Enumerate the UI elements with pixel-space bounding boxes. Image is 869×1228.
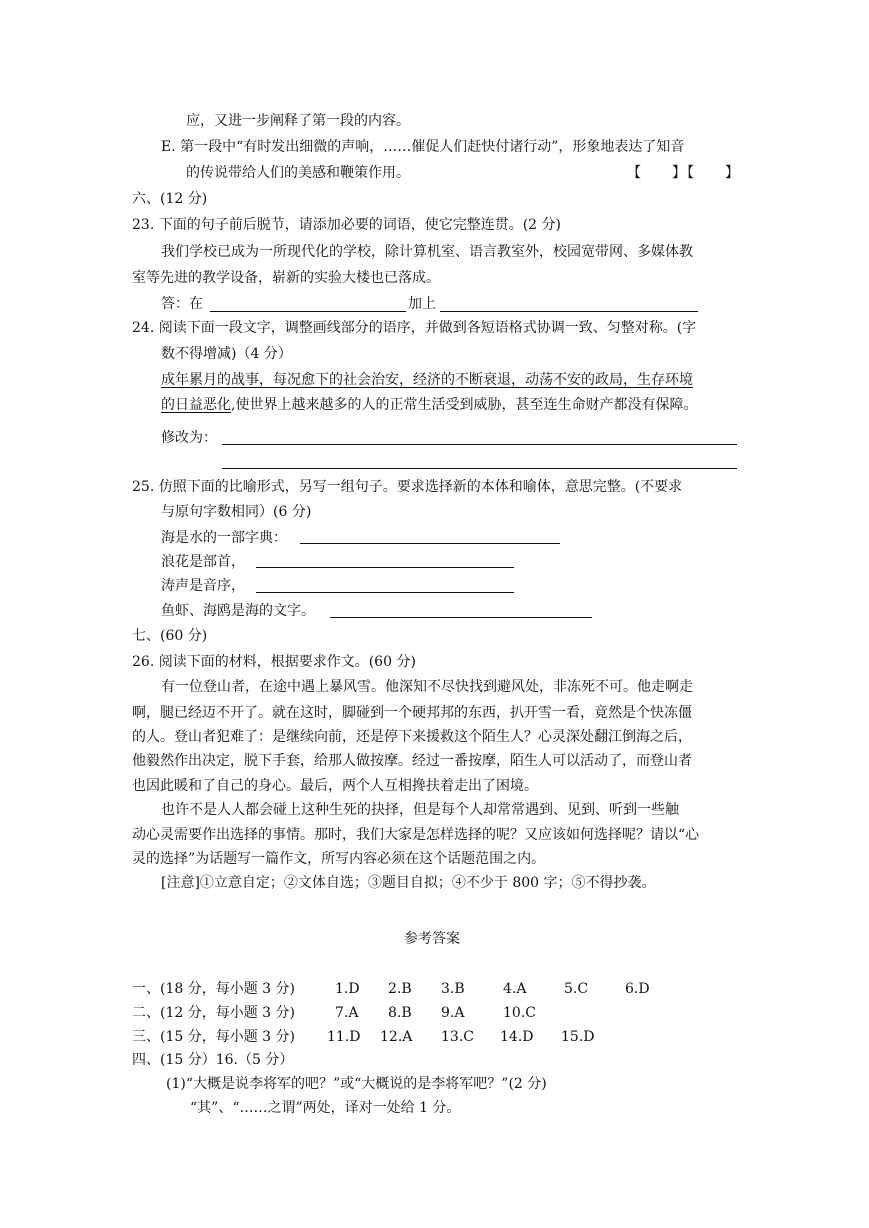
answer-brackets: 【 】【 】 bbox=[627, 165, 740, 181]
q23-stem: 23. 下面的句子前后脱节，请添加必要的词语，使它完整连贯。(2 分) bbox=[132, 217, 561, 233]
answers-row-1-label: 一、(18 分，每小题 3 分) bbox=[132, 981, 295, 997]
answer-item: 6.D bbox=[625, 981, 650, 997]
q23-answer-mid: 加上 bbox=[408, 296, 436, 312]
option-e-line-2: 的传说带给人们的美感和鞭策作用。 bbox=[186, 165, 410, 181]
answer-item: 8.B bbox=[388, 1005, 412, 1021]
q25-stem-line-2: 与原句字数相同）(6 分) bbox=[161, 504, 312, 520]
q26-para1-line-5: 也因此暖和了自己的身心。最后，两个人互相搀扶着走出了困境。 bbox=[132, 778, 538, 794]
q24-fix-label: 修改为： bbox=[161, 430, 217, 446]
answers-row-2-label: 二、(12 分，每小题 3 分) bbox=[132, 1005, 295, 1021]
q24-text-line-2 bbox=[161, 395, 697, 415]
q24-underlined-text-2: 的日益恶化 bbox=[161, 397, 231, 413]
answer-item: 9.A bbox=[441, 1005, 465, 1021]
answers-title: 参考答案 bbox=[404, 931, 460, 947]
q23-answer-blank-2[interactable] bbox=[440, 311, 698, 312]
answer-item: 1.D bbox=[335, 981, 360, 997]
option-d-continuation: 应，又进一步阐释了第一段的内容。 bbox=[186, 113, 410, 129]
q24-underlined-text-1: 成年累月的战事，每况愈下的社会治安，经济的不断衰退，动荡不安的政局，生存环境 bbox=[161, 372, 693, 388]
q26-para1-line-3: 的人。登山者犯难了：是继续向前，还是停下来援救这个陌生人？心灵深处翻江倒海之后， bbox=[132, 729, 692, 745]
q26-para2-line-1: 也许不是人人都会碰上这种生死的抉择，但是每个人却常常遇到、见到、听到一些触 bbox=[161, 802, 679, 818]
q23-answer-prefix: 答：在 bbox=[161, 296, 203, 312]
answer-item: 13.C bbox=[441, 1029, 474, 1045]
q24-fix-blank-1[interactable] bbox=[222, 444, 737, 445]
q24-stem-line-1: 24. 阅读下面一段文字，调整画线部分的语序，并做到各短语格式协调一致、匀整对称。(字 bbox=[132, 320, 697, 336]
q26-stem: 26. 阅读下面的材料，根据要求作文。(60 分) bbox=[132, 654, 416, 670]
answer-item: 14.D bbox=[500, 1029, 534, 1045]
answer-item: 3.B bbox=[441, 981, 465, 997]
answers-row-3-label: 三、(15 分，每小题 3 分) bbox=[132, 1029, 295, 1045]
q25-line-3: 涛声是音序， bbox=[161, 578, 245, 594]
q26-para1-line-1: 有一位登山者，在途中遇上暴风雪。他深知不尽快找到避风处，非冻死不可。他走啊走 bbox=[161, 679, 693, 695]
q26-para2-line-3: 灵的选择”为话题写一篇作文，所写内容必须在这个话题范围之内。 bbox=[132, 851, 546, 867]
answers-16-1-note: “其”、“……之谓”两处，译对一处给 1 分。 bbox=[190, 1100, 461, 1116]
answers-row-1 bbox=[132, 979, 650, 999]
q24-stem-line-2: 数不得增减)（4 分） bbox=[161, 346, 292, 362]
answers-section-4: 四、(15 分）16.（5 分） bbox=[132, 1052, 294, 1068]
q25-blank-4[interactable] bbox=[330, 617, 592, 618]
answer-item: 12.A bbox=[380, 1029, 413, 1045]
q24-fix-blank-2[interactable] bbox=[222, 468, 737, 469]
answers-row-2 bbox=[132, 1003, 536, 1023]
q25-line-4: 鱼虾、海鸥是海的文字。 bbox=[161, 603, 315, 619]
q25-blank-2[interactable] bbox=[256, 567, 514, 568]
option-e-line-1: E. 第一段中“有时发出细微的声响，……催促人们赶快付诸行动”，形象地表达了知音 bbox=[161, 139, 685, 155]
q25-blank-3[interactable] bbox=[256, 592, 514, 593]
q25-line-1: 海是水的一部字典： bbox=[161, 530, 287, 546]
q25-blank-1[interactable] bbox=[300, 543, 560, 544]
section-6-title: 六、(12 分) bbox=[132, 191, 208, 207]
answer-item: 15.D bbox=[561, 1029, 595, 1045]
answers-row-3 bbox=[132, 1027, 595, 1047]
answer-item: 10.C bbox=[503, 1005, 536, 1021]
answer-item: 2.B bbox=[388, 981, 412, 997]
q24-text-rest: ,使世界上越来越多的人的正常生活受到威胁，甚至连生命财产都没有保障。 bbox=[231, 397, 698, 413]
q26-para1-line-4: 他毅然作出决定，脱下手套，给那人做按摩。经过一番按摩，陌生人可以活动了，而登山者 bbox=[132, 753, 692, 769]
answer-item: 11.D bbox=[327, 1029, 361, 1045]
q26-note: [注意]①立意自定；②文体自选；③题目自拟；④不少于 800 字；⑤不得抄袭。 bbox=[161, 875, 656, 891]
q25-line-2: 浪花是部首， bbox=[161, 554, 245, 570]
q23-text-line-1: 我们学校已成为一所现代化的学校，除计算机室、语言教室外，校园宽带网、多媒体教 bbox=[161, 244, 693, 260]
q26-para1-line-2: 啊，腿已经迈不开了。就在这时，脚碰到一个硬邦邦的东西，扒开雪一看，竟然是个快冻僵 bbox=[132, 705, 692, 721]
answers-16-1: (1)“大概是说李将军的吧？”或“大概说的是李将军吧？”(2 分) bbox=[166, 1076, 547, 1092]
q25-stem-line-1: 25. 仿照下面的比喻形式，另写一组句子。要求选择新的本体和喻体，意思完整。(不要求 bbox=[132, 479, 683, 495]
q26-para2-line-2: 动心灵需要作出选择的事情。那时，我们大家是怎样选择的呢？又应该如何选择呢？请以“心 bbox=[132, 827, 700, 843]
q23-answer-blank-1[interactable] bbox=[210, 311, 406, 312]
answer-item: 5.C bbox=[564, 981, 589, 997]
answer-item: 4.A bbox=[503, 981, 527, 997]
section-7-title: 七、(60 分) bbox=[132, 628, 208, 644]
answer-item: 7.A bbox=[335, 1005, 359, 1021]
q23-text-line-2: 室等先进的教学设备，崭新的实验大楼也已落成。 bbox=[132, 270, 440, 286]
